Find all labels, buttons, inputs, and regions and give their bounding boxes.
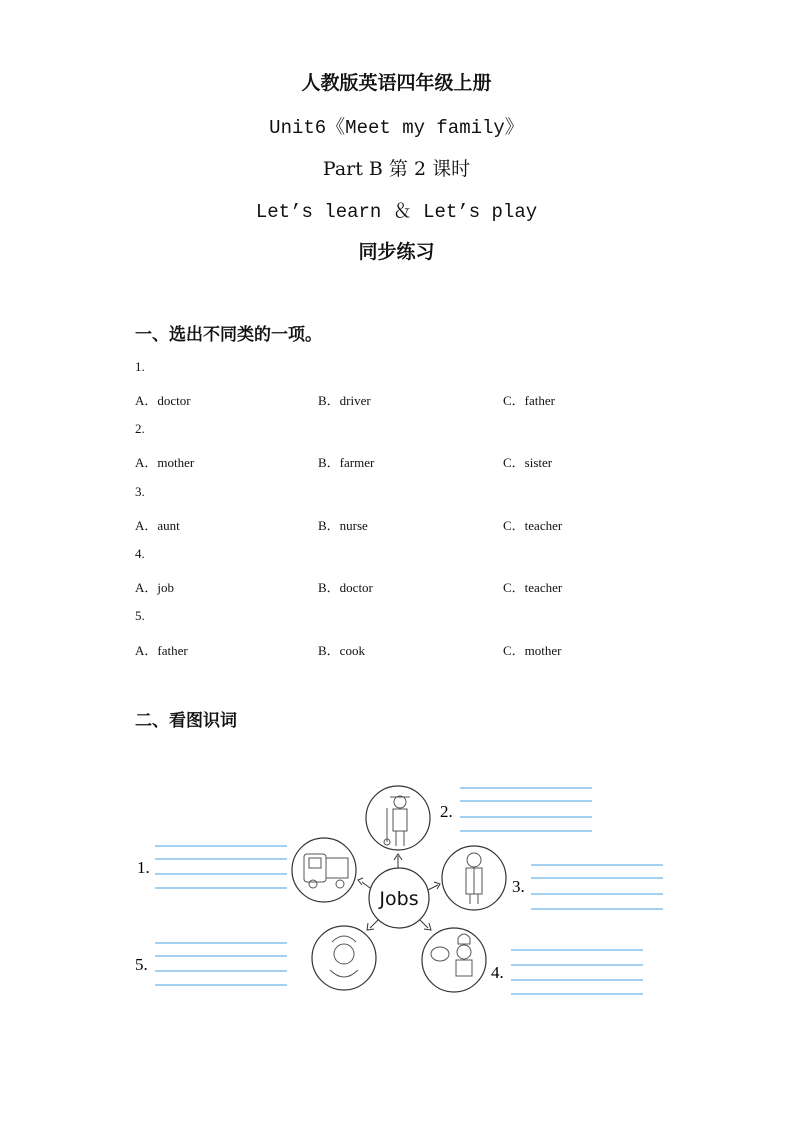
option-b: B．nurse bbox=[318, 518, 368, 533]
nurse-picture bbox=[312, 926, 376, 990]
answer-lines-3 bbox=[531, 865, 663, 909]
label-3: 3. bbox=[512, 877, 525, 896]
farmer-picture bbox=[366, 786, 430, 850]
label-5: 5. bbox=[135, 955, 148, 974]
option-a: A．aunt bbox=[135, 518, 180, 533]
option-c: C．father bbox=[503, 393, 555, 408]
option-b: B．farmer bbox=[318, 455, 375, 470]
question-number: 5. bbox=[135, 608, 145, 623]
exercise-title: 同步练习 bbox=[358, 241, 435, 263]
doctor-picture bbox=[442, 846, 506, 910]
answer-lines-4 bbox=[511, 950, 643, 994]
cook-picture bbox=[422, 928, 486, 992]
option-a: A．job bbox=[135, 580, 175, 595]
option-c: C．teacher bbox=[503, 580, 563, 595]
part-title: Part B 第 2 课时 bbox=[322, 158, 471, 180]
question-number: 4. bbox=[135, 546, 145, 561]
answer-lines-2 bbox=[460, 788, 592, 831]
answer-lines-5 bbox=[155, 943, 287, 985]
section1-heading: 一、选出不同类的一项。 bbox=[135, 325, 322, 345]
question-number: 2. bbox=[135, 421, 145, 436]
option-b: B．doctor bbox=[318, 580, 373, 595]
jobs-diagram bbox=[0, 770, 793, 1010]
option-a: A．mother bbox=[135, 455, 195, 470]
option-c: C．sister bbox=[503, 455, 553, 470]
section2-heading: 二、看图识词 bbox=[135, 711, 237, 731]
jobs-center-label: Jobs bbox=[379, 888, 419, 910]
label-1: 1. bbox=[137, 858, 150, 877]
label-4: 4. bbox=[491, 963, 504, 982]
option-a: A．father bbox=[135, 643, 188, 658]
option-c: C．mother bbox=[503, 643, 562, 658]
label-2: 2. bbox=[440, 802, 453, 821]
option-b: B．driver bbox=[318, 393, 371, 408]
question-number: 1. bbox=[135, 359, 145, 374]
option-c: C．teacher bbox=[503, 518, 563, 533]
unit-title: Unit6《Meet my family》 bbox=[269, 117, 524, 139]
question-number: 3. bbox=[135, 484, 145, 499]
answer-lines-1 bbox=[155, 846, 287, 888]
book-title: 人教版英语四年级上册 bbox=[301, 72, 492, 94]
driver-picture bbox=[292, 838, 356, 902]
option-b: B．cook bbox=[318, 643, 365, 658]
option-a: A．doctor bbox=[135, 393, 191, 408]
lesson-title: Let’s learn ＆ Let’s play bbox=[255, 201, 538, 223]
